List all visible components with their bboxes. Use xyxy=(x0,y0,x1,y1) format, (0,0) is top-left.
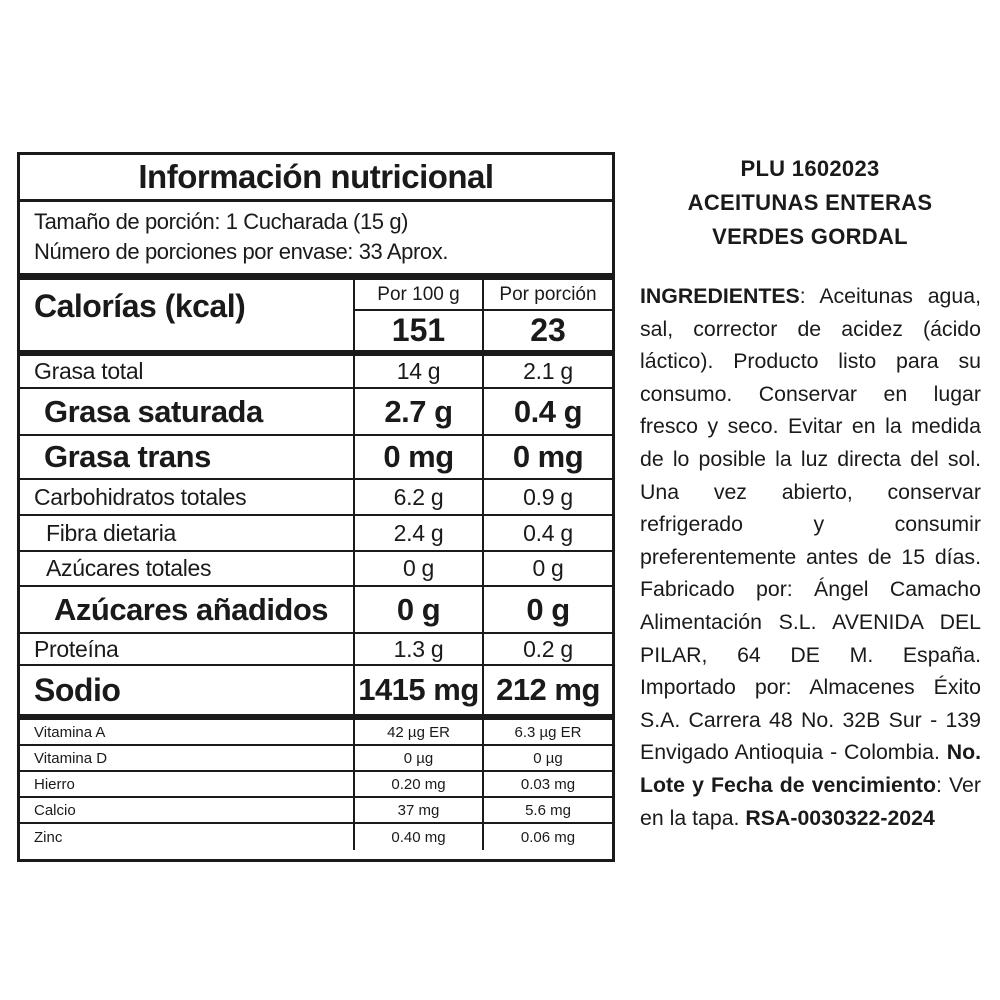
nutrient-name: Grasa trans xyxy=(44,439,211,474)
portion-column xyxy=(482,280,612,350)
nutrient-row xyxy=(20,587,612,634)
vitamin-per100: 37 mg xyxy=(353,798,482,822)
nutrient-name: Proteína xyxy=(34,635,119,662)
nutrition-facts-panel xyxy=(17,152,615,862)
nutrient-row xyxy=(20,480,612,516)
vitamin-name: Zinc xyxy=(34,828,63,846)
calories-per100: 151 xyxy=(391,312,446,348)
product-plu: PLU 1602023 xyxy=(740,156,880,181)
product-name-line2: VERDES GORDAL xyxy=(712,224,908,249)
vitamin-per100: 42 µg ER xyxy=(353,720,482,744)
nutrient-portion: 0.9 g xyxy=(482,480,612,514)
lot-text: : Ver en la tapa. xyxy=(640,772,981,830)
rsa-code: RSA-0030322-2024 xyxy=(745,805,935,830)
nutrient-portion: 212 mg xyxy=(482,666,612,714)
serving-size: Tamaño de porción: 1 Cucharada (15 g) xyxy=(34,209,409,234)
vitamin-per100: 0.20 mg xyxy=(353,772,482,796)
ingredients-text xyxy=(640,280,981,834)
nutrient-name: Grasa saturada xyxy=(44,393,263,429)
nutrient-name: Grasa total xyxy=(34,358,144,384)
nutrient-portion: 0.4 g xyxy=(482,516,612,550)
nutrient-row xyxy=(20,389,612,436)
nutrient-portion: 2.1 g xyxy=(482,356,612,387)
nutrient-row xyxy=(20,634,612,666)
per100-column xyxy=(353,280,482,350)
vitamin-portion: 6.3 µg ER xyxy=(482,720,612,744)
nutrient-row xyxy=(20,356,612,389)
nutrient-portion: 0 mg xyxy=(482,436,612,478)
vitamin-row xyxy=(20,746,612,772)
servings-per-container: Número de porciones por envase: 33 Aprox. xyxy=(34,239,449,264)
calories-portion: 23 xyxy=(530,312,566,348)
nutrient-per100: 14 g xyxy=(353,356,482,387)
vitamin-per100: 0.40 mg xyxy=(353,824,482,850)
per100-header: Por 100 g xyxy=(355,280,482,311)
nutrient-portion: 0 g xyxy=(482,552,612,585)
nutrient-per100: 0 mg xyxy=(353,436,482,478)
lot-label: No. Lote y Fecha de vencimiento xyxy=(640,740,981,797)
product-name-line1: ACEITUNAS ENTERAS xyxy=(687,190,933,215)
vitamin-portion: 5.6 mg xyxy=(482,798,612,822)
vitamin-row xyxy=(20,720,612,746)
vitamin-row xyxy=(20,772,612,798)
serving-info xyxy=(20,202,612,280)
nutrient-per100: 2.7 g xyxy=(353,389,482,434)
nutrient-per100: 2.4 g xyxy=(353,516,482,550)
vitamin-row xyxy=(20,824,612,850)
nutrient-name: Sodio xyxy=(34,671,121,708)
nutrient-per100: 0 g xyxy=(353,587,482,632)
nutrient-row xyxy=(20,552,612,587)
vitamin-name: Calcio xyxy=(34,801,76,819)
nutrient-per100: 1.3 g xyxy=(353,634,482,664)
nutrient-name: Azúcares añadidos xyxy=(54,591,329,627)
nutrient-name: Azúcares totales xyxy=(46,555,212,581)
vitamin-portion: 0.06 mg xyxy=(482,824,612,850)
nutrient-name: Fibra dietaria xyxy=(46,519,177,546)
calories-row xyxy=(20,280,612,356)
vitamin-portion: 0 µg xyxy=(482,746,612,770)
ingredients-label: INGREDIENTES xyxy=(640,284,800,308)
vitamin-name: Vitamina A xyxy=(34,723,106,741)
nutrition-title: Información nutricional xyxy=(20,155,612,202)
nutrient-row xyxy=(20,516,612,552)
nutrient-per100: 1415 mg xyxy=(353,666,482,714)
nutrient-per100: 0 g xyxy=(353,552,482,585)
nutrient-portion: 0.4 g xyxy=(482,389,612,434)
vitamin-per100: 0 µg xyxy=(353,746,482,770)
nutrient-portion: 0 g xyxy=(482,587,612,632)
nutrient-portion: 0.2 g xyxy=(482,634,612,664)
nutrient-name: Carbohidratos totales xyxy=(34,483,247,510)
nutrient-per100: 6.2 g xyxy=(353,480,482,514)
nutrient-row xyxy=(20,666,612,720)
product-header xyxy=(640,152,980,254)
ingredients-body: : Aceitunas agua, sal, corrector de acidez (ácido láctico). Producto listo para su consumo. Conservar en lugar fresco y seco. Evitar en la medida de lo posible la luz directa del sol. Una vez abierto, conservar refrigerado y consumir preferentemente antes de 15 días. Fabricado por: Ángel Camacho Alimentación S.L. AVENIDA DEL PILAR, 64 DE M. España. Importado por: Almacenes Éxito S.A. Carrera 48 No. 32B Sur - 139 Envigado Antioquia - Colombia. xyxy=(640,284,981,765)
vitamin-name: Hierro xyxy=(34,775,75,793)
vitamin-row xyxy=(20,798,612,824)
nutrient-row xyxy=(20,436,612,480)
portion-header: Por porción xyxy=(484,280,612,311)
vitamin-portion: 0.03 mg xyxy=(482,772,612,796)
vitamin-name: Vitamina D xyxy=(34,749,108,767)
calories-label: Calorías (kcal) xyxy=(34,288,246,324)
